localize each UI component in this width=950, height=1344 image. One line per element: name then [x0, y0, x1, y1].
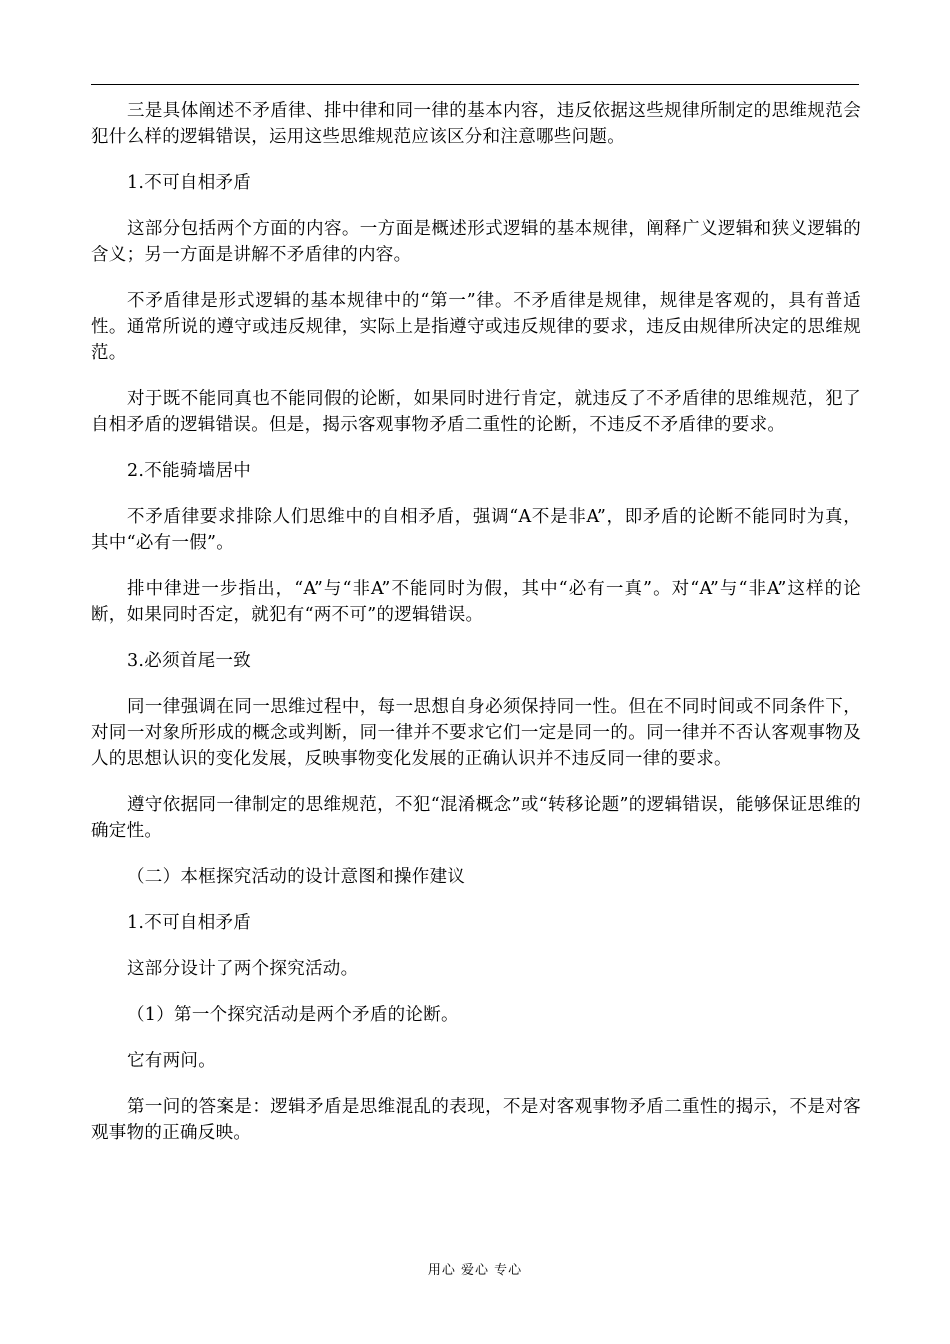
paragraph: 排中律进一步指出，“A”与“非A”不能同时为假，其中“必有一真”。对“A”与“非A”这样的论断，如果同时否定，就犯有“两不可”的逻辑错误。: [91, 579, 861, 625]
paragraph: 对于既不能同真也不能同假的论断，如果同时进行肯定，就违反了不矛盾律的思维规范，犯了自相矛盾的逻辑错误。但是，揭示客观事物矛盾二重性的论断，不违反不矛盾律的要求。: [91, 389, 861, 435]
document-body: [91, 98, 861, 1166]
section-heading: 1.不可自相矛盾: [127, 913, 252, 933]
paragraph: 这部分设计了两个探究活动。: [127, 959, 359, 979]
section-heading: 1.不可自相矛盾: [127, 173, 252, 193]
section-heading: 2.不能骑墙居中: [127, 461, 252, 481]
paragraph: 第一问的答案是：逻辑矛盾是思维混乱的表现，不是对客观事物矛盾二重性的揭示，不是对客观事物的正确反映。: [91, 1097, 861, 1143]
paragraph: 不矛盾律要求排除人们思维中的自相矛盾，强调“A不是非A”，即矛盾的论断不能同时为真，其中“必有一假”。: [91, 507, 861, 553]
section-heading: 3.必须首尾一致: [127, 651, 252, 671]
page-footer: 用心 爱心 专心: [427, 1263, 523, 1278]
section-heading: （二）本框探究活动的设计意图和操作建议: [127, 867, 466, 887]
paragraph: 三是具体阐述不矛盾律、排中律和同一律的基本内容，违反依据这些规律所制定的思维规范会犯什么样的逻辑错误，运用这些思维规范应该区分和注意哪些问题。: [91, 101, 861, 147]
paragraph: 遵守依据同一律制定的思维规范，不犯“混淆概念”或“转移论题”的逻辑错误，能够保证思维的确定性。: [91, 795, 861, 841]
paragraph: （1）第一个探究活动是两个矛盾的论断。: [127, 1005, 459, 1025]
header-rule: [91, 84, 859, 85]
paragraph: 不矛盾律是形式逻辑的基本规律中的“第一”律。不矛盾律是规律，规律是客观的，具有普适性。通常所说的遵守或违反规律，实际上是指遵守或违反规律的要求，违反由规律所决定的思维规范。: [91, 291, 861, 363]
paragraph: 同一律强调在同一思维过程中，每一思想自身必须保持同一性。但在不同时间或不同条件下，对同一对象所形成的概念或判断，同一律并不要求它们一定是同一的。同一律并不否认客观事物及人的思想认识的变化发展，反映事物变化发展的正确认识并不违反同一律的要求。: [91, 697, 861, 769]
paragraph: 它有两问。: [127, 1051, 216, 1071]
paragraph: 这部分包括两个方面的内容。一方面是概述形式逻辑的基本规律，阐释广义逻辑和狭义逻辑的含义；另一方面是讲解不矛盾律的内容。: [91, 219, 861, 265]
